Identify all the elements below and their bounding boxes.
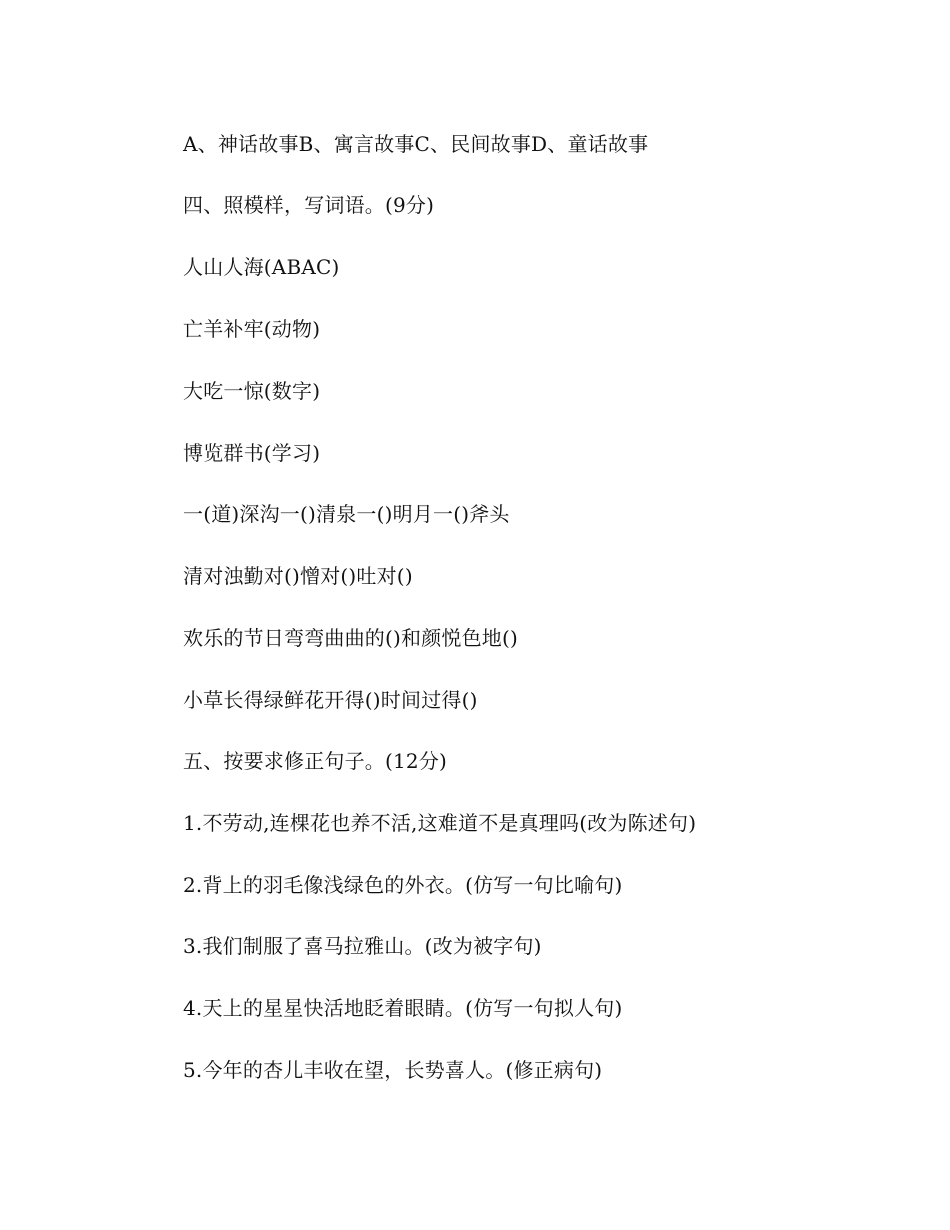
section-five-heading: 五、按要求修正句子。(12分) bbox=[183, 749, 448, 773]
example-abac: 人山人海(ABAC) bbox=[183, 255, 340, 279]
example-animal: 亡羊补牢(动物) bbox=[183, 317, 321, 341]
descriptions-line: 小草长得绿鲜花开得()时间过得() bbox=[183, 688, 478, 712]
question-options-line: A、神话故事B、寓言故事C、民间故事D、童话故事 bbox=[183, 132, 649, 156]
sentence-item-4: 4.天上的星星快活地眨着眼睛。(仿写一句拟人句) bbox=[183, 996, 623, 1020]
example-number: 大吃一惊(数字) bbox=[183, 379, 321, 403]
section-four-heading: 四、照模样，写词语。(9分) bbox=[183, 193, 435, 217]
sentence-item-3: 3.我们制服了喜马拉雅山。(改为被字句) bbox=[183, 934, 542, 958]
phrases-line: 欢乐的节日弯弯曲曲的()和颜悦色地() bbox=[183, 626, 519, 650]
measure-words-line: 一(道)深沟一()清泉一()明月一()斧头 bbox=[183, 502, 510, 526]
sentence-item-5: 5.今年的杏儿丰收在望，长势喜人。(修正病句) bbox=[183, 1058, 603, 1082]
sentence-item-1: 1.不劳动,连棵花也养不活,这难道不是真理吗(改为陈述句) bbox=[183, 811, 697, 835]
antonyms-line: 清对浊勤对()憎对()吐对() bbox=[183, 564, 413, 588]
example-study: 博览群书(学习) bbox=[183, 441, 321, 465]
sentence-item-2: 2.背上的羽毛像浅绿色的外衣。(仿写一句比喻句) bbox=[183, 873, 623, 897]
